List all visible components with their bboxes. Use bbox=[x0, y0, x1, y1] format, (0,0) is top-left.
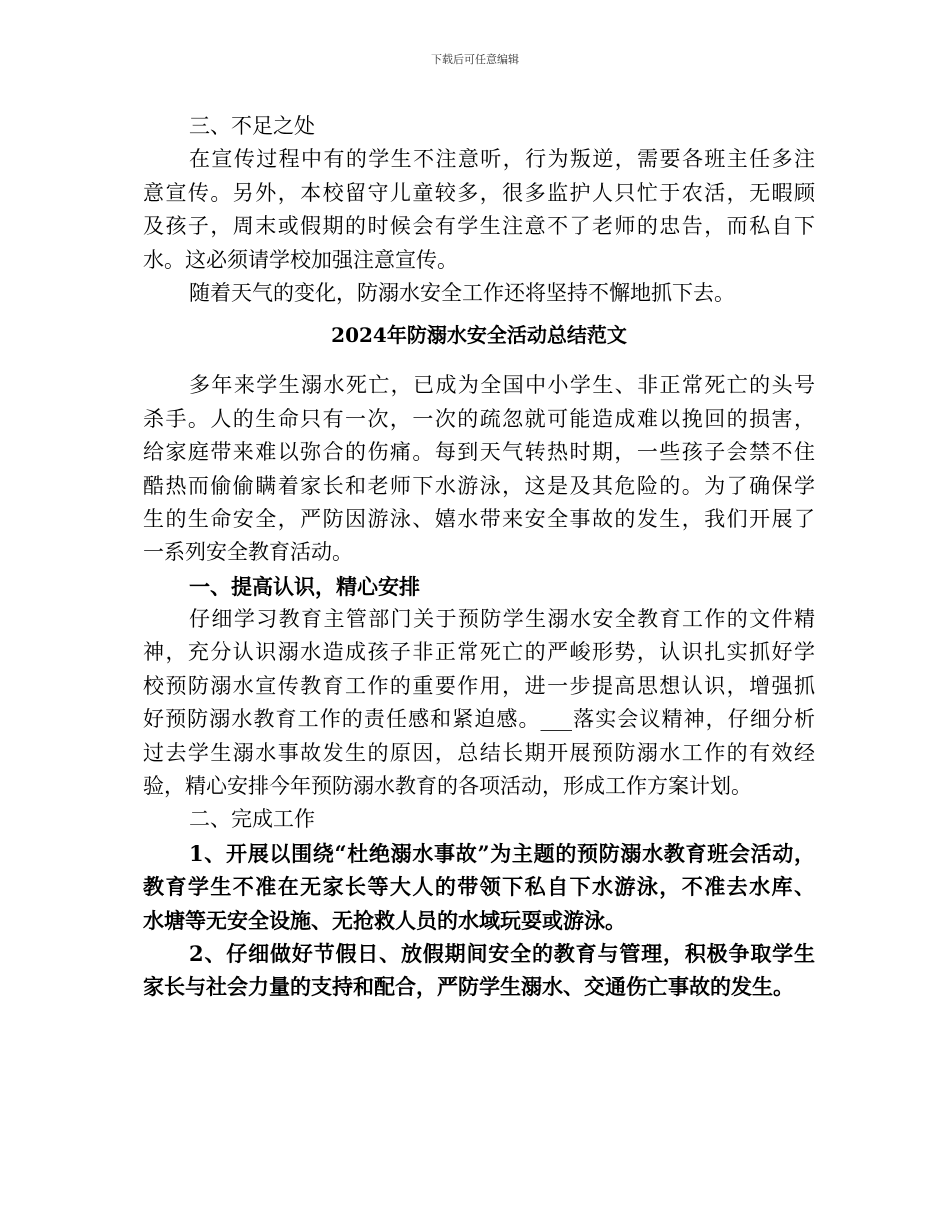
paragraph-line: 及孩子，周末或假期的时候会有学生注意不了老师的忠告，而私自下 bbox=[143, 214, 815, 239]
paragraph-line: 1、开展以围绕“杜绝溺水事故”为主题的预防溺水教育班会活动， bbox=[189, 840, 815, 866]
paragraph-line: 水塘等无安全设施、无抢救人员的水域玩耍或游泳。 bbox=[143, 907, 626, 933]
paragraph-line: 随着天气的变化，防溺水安全工作还将坚持不懈地抓下去。 bbox=[189, 280, 735, 305]
paragraph-line: 多年来学生溺水死亡，已成为全国中小学生、非正常死亡的头号 bbox=[189, 373, 815, 398]
paragraph-line: 验，精心安排今年预防溺水教育的各项活动，形成工作方案计划。 bbox=[143, 774, 752, 799]
paragraph-line: 好预防溺水教育工作的责任感和紧迫感。___落实会议精神，仔细分析 bbox=[143, 707, 815, 732]
paragraph-line: 校预防溺水宣传教育工作的重要作用，进一步提高思想认识，增强抓 bbox=[143, 673, 815, 698]
paragraph-line: 过去学生溺水事故发生的原因，总结长期开展预防溺水工作的有效经 bbox=[143, 740, 815, 765]
section-two-heading: 二、完成工作 bbox=[189, 807, 315, 832]
section-three-heading: 三、不足之处 bbox=[189, 114, 315, 138]
paragraph-line: 杀手。人的生命只有一次，一次的疏忽就可能造成难以挽回的损害， bbox=[143, 406, 815, 431]
paragraph-line: 教育学生不准在无家长等大人的带领下私自下水游泳，不准去水库、 bbox=[143, 874, 815, 900]
paragraph-line: 给家庭带来难以弥合的伤痛。每到天气转热时期，一些孩子会禁不住 bbox=[143, 440, 815, 465]
paragraph-line: 在宣传过程中有的学生不注意听，行为叛逆，需要各班主任多注 bbox=[189, 147, 815, 172]
paragraph-line: 酷热而偷偷瞒着家长和老师下水游泳，这是及其危险的。为了确保学 bbox=[143, 473, 815, 498]
document-body bbox=[143, 110, 815, 1004]
paragraph-line: 水。这必须请学校加强注意宣传。 bbox=[143, 247, 458, 272]
paragraph-line: 一系列安全教育活动。 bbox=[143, 540, 353, 565]
section-one-heading: 一、提高认识，精心安排 bbox=[189, 573, 420, 599]
paragraph-line: 神，充分认识溺水造成孩子非正常死亡的严峻形势，认识扎实抓好学 bbox=[143, 640, 815, 665]
page-header-note: 下载后可任意编辑 bbox=[431, 53, 519, 66]
paragraph-line: 仔细学习教育主管部门关于预防学生溺水安全教育工作的文件精 bbox=[189, 607, 815, 632]
paragraph-line: 家长与社会力量的支持和配合，严防学生溺水、交通伤亡事故的发生。 bbox=[143, 974, 794, 1000]
paragraph-line: 2、仔细做好节假日、放假期间安全的教育与管理，积极争取学生 bbox=[189, 940, 815, 966]
document-title: 2024年防溺水安全活动总结范文 bbox=[331, 323, 627, 348]
paragraph-line: 生的生命安全，严防因游泳、嬉水带来安全事故的发生，我们开展了 bbox=[143, 506, 815, 531]
paragraph-line: 意宣传。另外，本校留守儿童较多，很多监护人只忙于农活，无暇顾 bbox=[143, 180, 815, 205]
